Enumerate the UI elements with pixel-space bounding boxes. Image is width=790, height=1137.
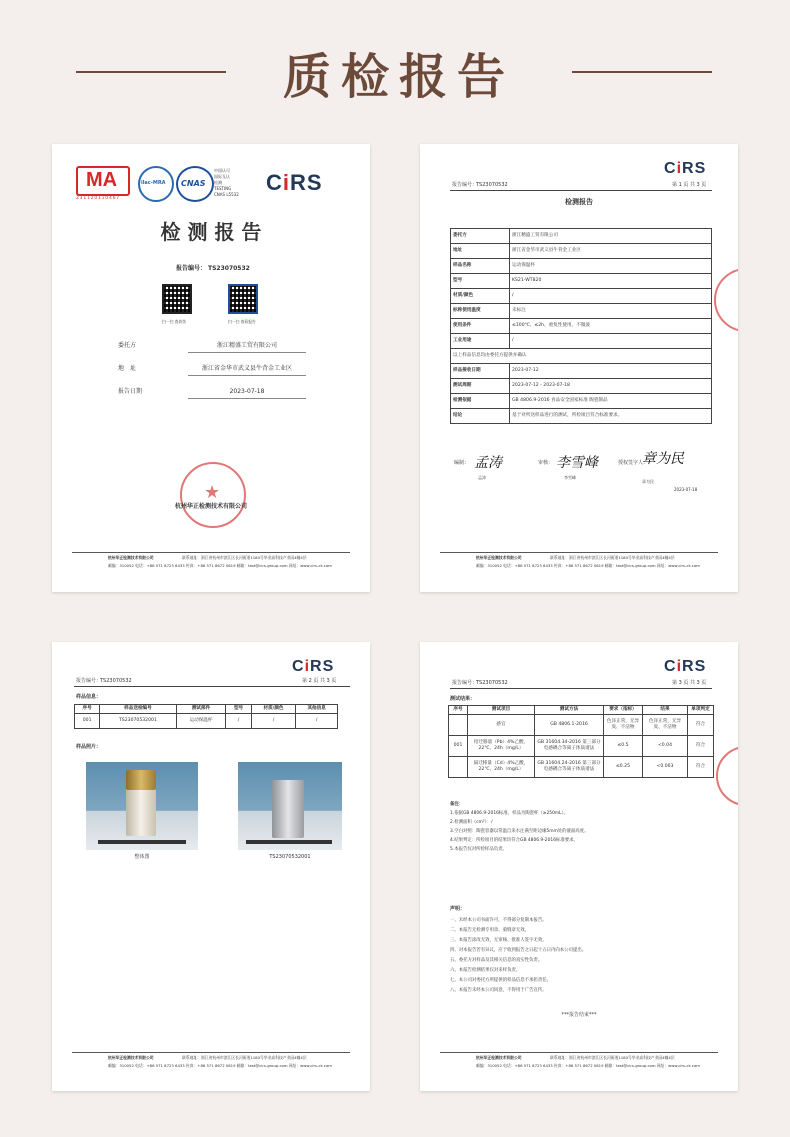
statement-line: 一、未经本公司书面许可，不得部分复制本报告。 xyxy=(450,918,547,923)
table-header: 样品送检编号 xyxy=(100,705,176,714)
table-key: 工业用途 xyxy=(451,334,510,349)
note-line: 5.本报告仅对所检样品负责。 xyxy=(450,847,507,852)
photo-caption: 整体图 xyxy=(134,854,150,860)
table-cell: GB 4806.1-2016 xyxy=(535,715,604,736)
footer-company: 杭州华正检测技术有限公司 xyxy=(476,1055,522,1060)
sig1-label: 编制： xyxy=(454,460,470,466)
statement-line: 八、本报告未经本公司同意，不得用于广告宣传。 xyxy=(450,988,547,993)
footer-address: 联系地址：浙江省杭州市滨江区长河街道1180号华业高科技产业园4幢4层 xyxy=(182,1055,307,1060)
table-cell: 符合 xyxy=(688,736,714,757)
sig3-date: 2023-07-18 xyxy=(674,487,698,492)
table-cell: 铅迁移量（Pb）4%乙酸，22℃，24h（mg/L） xyxy=(468,736,535,757)
report-no-label: 报告编号： xyxy=(76,678,102,684)
page-footer xyxy=(72,1052,350,1075)
table-cell: 感官 xyxy=(468,715,535,736)
table-key: 委托方 xyxy=(451,229,510,244)
table-cell: <0.003 xyxy=(643,757,688,778)
table-cell xyxy=(449,715,468,736)
seal-partial xyxy=(714,268,738,332)
sample-photo-detail xyxy=(238,762,342,850)
footer-company: 杭州华正检测技术有限公司 xyxy=(476,555,522,560)
table-key: 结论 xyxy=(451,409,510,424)
statement-line: 七、本公司对委托方所提供的样品信息不承担责任。 xyxy=(450,978,551,983)
table-header: 材质/颜色 xyxy=(251,705,296,714)
table-cell: 镉迁移量（Cd）4%乙酸，22℃，24h（mg/L） xyxy=(468,757,535,778)
table-key: 标称使用温度 xyxy=(451,304,510,319)
cnas-text: 国际互认 xyxy=(214,174,230,179)
table-value: GB 4806.9-2016 食品安全国家标准 陶瓷制品 xyxy=(510,394,712,409)
note-line: 1.依据GB 4806.9-2016标准，样品为陶瓷杯（≥250mL）。 xyxy=(450,811,569,816)
address-value: 浙江省金华市武义县牛背金工业区 xyxy=(201,365,292,372)
note-line: 2.检测面积（cm²）：/ xyxy=(450,820,493,825)
table-key: 地址 xyxy=(451,244,510,259)
table-row xyxy=(451,289,712,304)
table-value: 未标注 xyxy=(510,304,712,319)
table-value: 基于对所送样品进行的测试，所检项目符合标准要求。 xyxy=(510,409,712,424)
statement-line: 五、委托方对样品及其相关信息的真实性负责。 xyxy=(450,958,543,963)
note-line: 4.结果判定：所检项目的结果均符合GB 4806.9-2016标准要求。 xyxy=(450,838,578,843)
photo-label: 样品照片： xyxy=(76,744,102,750)
sample-info-page xyxy=(52,642,370,1091)
cma-logo: MA xyxy=(76,166,130,196)
client-value: 浙江精盛工贸有限公司 xyxy=(216,342,277,349)
table-header: 其他信息 xyxy=(296,705,338,714)
sig2-name: 李雪峰 xyxy=(564,475,576,480)
table-header: 单项判定 xyxy=(688,706,714,715)
table-header: 序号 xyxy=(449,706,468,715)
table-cell: 001 xyxy=(75,714,100,729)
table-cell: 运动保温杯 xyxy=(176,714,226,729)
summary-table xyxy=(450,228,712,424)
cup-body xyxy=(272,780,304,838)
table-row xyxy=(449,715,714,736)
table-row xyxy=(451,319,712,334)
table-header-row xyxy=(75,705,338,714)
date-label: 报告日期 xyxy=(118,388,143,395)
table-row xyxy=(451,394,712,409)
table-cell: GB 31604.24-2016 第三部分 电感耦合等离子体质谱法 xyxy=(535,757,604,778)
table-row xyxy=(451,274,712,289)
cirs-logo: CiRS xyxy=(292,658,335,675)
table-key: 样品接收日期 xyxy=(451,364,510,379)
sig3-label: 授权签字人： xyxy=(618,460,649,466)
section-label: 测试结果： xyxy=(450,696,476,702)
table-value: 运动保温杯 xyxy=(510,259,712,274)
sig1-name: 孟涛 xyxy=(478,475,486,480)
table-row xyxy=(451,379,712,394)
cnas-logo: CNAS xyxy=(176,166,214,202)
summary-heading: 检测报告 xyxy=(565,198,593,206)
qr-code-report[interactable] xyxy=(228,284,258,314)
cirs-logo: CiRS xyxy=(664,658,707,675)
page-title: 质检报告 xyxy=(282,49,515,105)
statements-block xyxy=(450,916,712,996)
table-row xyxy=(451,229,712,244)
table-header: 测试项目 xyxy=(468,706,535,715)
table-value: / xyxy=(510,334,712,349)
statement-line: 四、对本报告若有异议，应于收到报告之日起十五日内向本公司提出。 xyxy=(450,948,587,953)
client-label: 委托方 xyxy=(118,342,137,349)
table-cell: <0.04 xyxy=(643,736,688,757)
table-row xyxy=(449,736,714,757)
table-key: 材质/颜色 xyxy=(451,289,510,304)
ilac-logo: ilac-MRA xyxy=(138,166,174,202)
table-cell: / xyxy=(251,714,296,729)
header-rule xyxy=(450,190,712,191)
report-summary-page xyxy=(420,144,738,592)
table-cell: GB 31604.34-2016 第三部分 电感耦合等离子体质谱法 xyxy=(535,736,604,757)
cma-number: 231120110467 xyxy=(76,196,120,201)
table-header: 测试部件 xyxy=(176,705,226,714)
table-value: 浙江省金华市武义县牛背金工业区 xyxy=(510,244,712,259)
company-seal xyxy=(180,462,246,528)
page-number: 第 3 页 共 3 页 xyxy=(672,680,707,686)
cnas-text: 中国认可 xyxy=(214,168,230,173)
table-row xyxy=(451,349,712,364)
table-key: 测试周期 xyxy=(451,379,510,394)
table-cell: 符合 xyxy=(688,715,714,736)
report-no: TS23070532 xyxy=(100,678,132,684)
footer-address: 联系地址：浙江省杭州市滨江区长河街道1180号华业高科技产业园4幢4层 xyxy=(182,555,307,560)
note-line: 3.空白对照：陶瓷容器以常温自来水注满至距边缘5mm处的液面高度。 xyxy=(450,829,589,834)
table-cell: 以上样品信息均由委托方提供并确认 xyxy=(451,349,712,364)
table-row xyxy=(451,409,712,424)
notes-block xyxy=(450,800,712,854)
report-no: TS23070532 xyxy=(476,680,508,686)
statement-line: 六、本报告检测结果仅对来样负责。 xyxy=(450,968,521,973)
statement-title: 声明： xyxy=(450,906,466,912)
table-value: ≤100℃、≤2h、重复性使用、不微波 xyxy=(510,319,712,334)
table-cell: ≤0.25 xyxy=(604,757,643,778)
sample-table xyxy=(74,704,338,729)
qr-code-verify[interactable] xyxy=(162,284,192,314)
underline xyxy=(188,352,306,353)
table-header-row xyxy=(449,706,714,715)
seal-partial xyxy=(716,746,738,806)
page-number: 第 1 页 共 3 页 xyxy=(672,182,707,188)
footer-contact: 邮编：310052 电话：+86 571 8723 6433 传真：+86 571 8672 0619 邮箱：test@cirs-group.com 网址：www.cirs-ck.com xyxy=(108,1063,332,1068)
table-row xyxy=(451,304,712,319)
table-cell xyxy=(449,757,468,778)
page-footer xyxy=(72,552,350,575)
underline xyxy=(188,375,306,376)
table-header: 要求（指标） xyxy=(604,706,643,715)
ruler xyxy=(98,840,186,844)
signature-authorizer: 章为民 xyxy=(642,451,684,467)
section-label: 样品信息： xyxy=(76,694,102,700)
table-row xyxy=(451,334,712,349)
title-divider-right xyxy=(572,71,712,73)
table-cell: ≤0.5 xyxy=(604,736,643,757)
qr1-caption: 扫一扫 查真伪 xyxy=(162,319,186,324)
table-value: 2023-07-12 xyxy=(510,364,712,379)
table-cell: 色泽正常，无异臭、不洁物 xyxy=(604,715,643,736)
header-rule xyxy=(450,688,712,689)
section-title xyxy=(0,38,790,105)
table-header: 结果 xyxy=(643,706,688,715)
table-row xyxy=(449,757,714,778)
report-no: TS23070532 xyxy=(208,265,250,272)
table-value: KS21-WT820 xyxy=(510,274,712,289)
signature-compiler: 孟涛 xyxy=(474,455,502,471)
report-cover-page xyxy=(52,144,370,592)
table-cell: 001 xyxy=(449,736,468,757)
table-key: 样品名称 xyxy=(451,259,510,274)
table-cell: / xyxy=(226,714,251,729)
table-row xyxy=(451,259,712,274)
cirs-logo: CiRS xyxy=(664,160,707,177)
report-no: TS23070532 xyxy=(476,182,508,188)
table-header: 序号 xyxy=(75,705,100,714)
cup-lid xyxy=(126,770,156,790)
footer-company: 杭州华正检测技术有限公司 xyxy=(108,555,154,560)
photo-caption: TS23070532001 xyxy=(269,854,311,860)
table-row xyxy=(75,714,338,729)
title-divider-left xyxy=(76,71,226,73)
date-value: 2023-07-18 xyxy=(229,388,265,395)
test-results-page xyxy=(420,642,738,1091)
report-no-label: 报告编号： xyxy=(452,182,478,188)
cnas-text: CNAS L5532 xyxy=(214,192,239,197)
table-cell: 符合 xyxy=(688,757,714,778)
sig3-name: 章为民 xyxy=(642,479,654,484)
cnas-text: TESTING xyxy=(214,186,232,191)
footer-contact: 邮编：310052 电话：+86 571 8723 6433 传真：+86 571 8672 0619 邮箱：test@cirs-group.com 网址：www.cirs-ck.com xyxy=(108,563,332,568)
header-rule xyxy=(74,686,350,687)
table-key: 型号 xyxy=(451,274,510,289)
issuer-name: 杭州华正检测技术有限公司 xyxy=(174,503,247,510)
footer-address: 联系地址：浙江省杭州市滨江区长河街道1180号华业高科技产业园4幢4层 xyxy=(550,555,675,560)
table-key: 使用条件 xyxy=(451,319,510,334)
statement-line: 二、本报告无检测专用章、骑缝章无效。 xyxy=(450,928,530,933)
report-no-label: 报告编号： xyxy=(176,265,207,272)
sig2-label: 审核： xyxy=(538,460,554,466)
cirs-logo: CiRS xyxy=(266,170,323,195)
statement-line: 三、本报告涂改无效，无审核、批准人签字无效。 xyxy=(450,938,547,943)
report-no-label: 报告编号： xyxy=(452,680,478,686)
footer-company: 杭州华正检测技术有限公司 xyxy=(108,1055,154,1060)
signature-reviewer: 李雪峰 xyxy=(556,455,598,471)
underline xyxy=(188,398,306,399)
sample-photo-overall xyxy=(86,762,198,850)
results-table xyxy=(448,705,714,778)
qr2-caption: 扫一扫 查看报告 xyxy=(228,319,256,324)
seal-star-icon: ★ xyxy=(204,482,221,503)
footer-contact: 邮编：310052 电话：+86 571 8723 6433 传真：+86 571 8672 0619 邮箱：test@cirs-group.com 网址：www.cirs-ck.com xyxy=(476,1063,700,1068)
table-header: 测试方法 xyxy=(535,706,604,715)
cover-heading: 检 测 报 告 xyxy=(160,220,262,244)
page-footer xyxy=(440,1052,718,1075)
table-cell: 色泽正常，无异臭、不洁物 xyxy=(643,715,688,736)
page-number: 第 2 页 共 3 页 xyxy=(302,678,337,684)
table-key: 检测依据 xyxy=(451,394,510,409)
page-footer xyxy=(440,552,718,575)
footer-contact: 邮编：310052 电话：+86 571 8723 6433 传真：+86 571 8672 0619 邮箱：test@cirs-group.com 网址：www.cirs-ck.com xyxy=(476,563,700,568)
table-header: 型号 xyxy=(226,705,251,714)
note-line: 备注： xyxy=(450,802,464,807)
cnas-text: 检测 xyxy=(214,180,222,185)
table-row xyxy=(451,244,712,259)
address-label: 地 址 xyxy=(118,365,137,372)
footer-address: 联系地址：浙江省杭州市滨江区长河街道1180号华业高科技产业园4幢4层 xyxy=(550,1055,675,1060)
ruler xyxy=(246,840,332,844)
table-cell: / xyxy=(296,714,338,729)
table-value: 2023-07-12 - 2023-07-18 xyxy=(510,379,712,394)
report-end-mark: ***报告结束*** xyxy=(561,1012,597,1018)
table-value: 浙江精盛工贸有限公司 xyxy=(510,229,712,244)
table-value: / xyxy=(510,289,712,304)
table-row xyxy=(451,364,712,379)
table-cell: TS23070532001 xyxy=(100,714,176,729)
